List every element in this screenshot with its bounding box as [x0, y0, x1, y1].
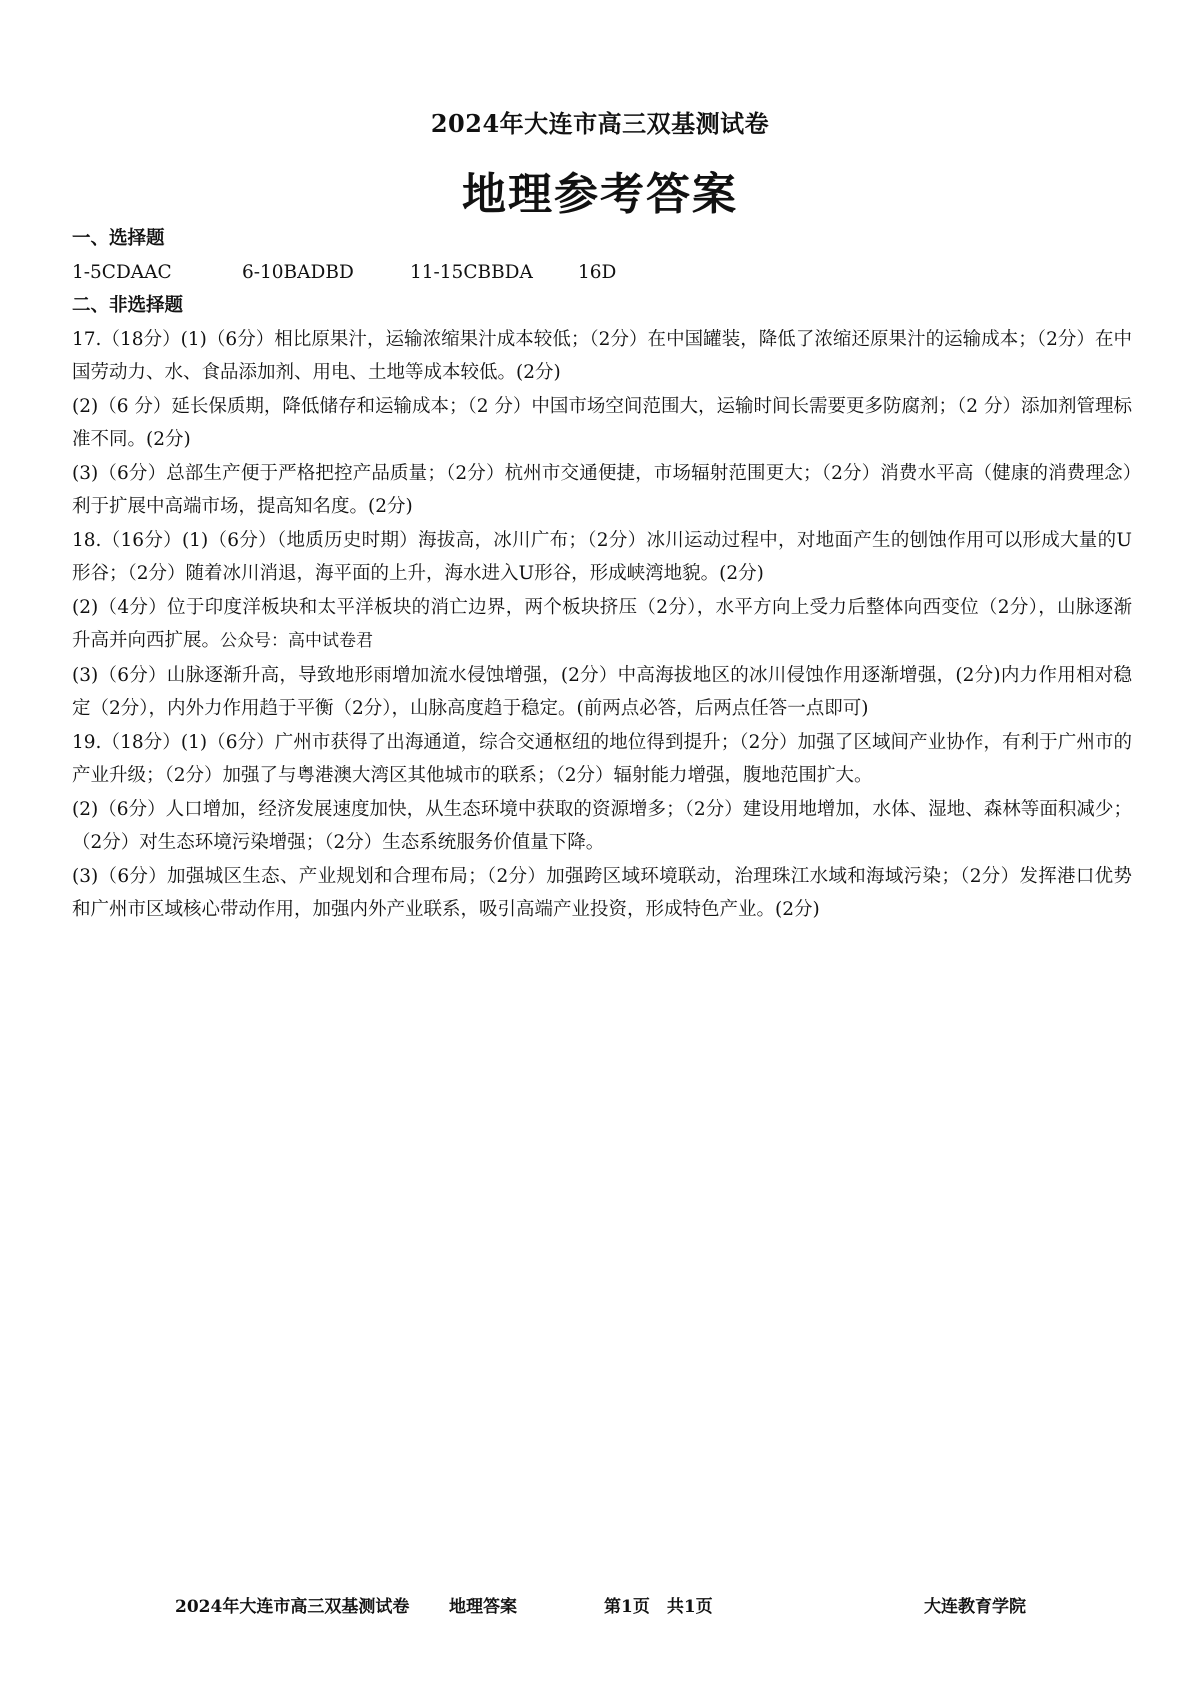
footer-exam-name: 2024年大连市高三双基测试卷 — [175, 1597, 410, 1617]
q17-part1: 17.（18分）(1)（6分）相比原果汁，运输浓缩果汁成本较低；（2分）在中国罐装，降低了浓缩还原果汁的运输成本；（2分）在中国劳动力、水、食品添加剂、用电、土地等成本较低。(2分) — [72, 328, 1132, 383]
answer-group-11-15: 11-15CBBDA — [410, 261, 533, 283]
page-title: 地理参考答案 — [462, 169, 738, 220]
answer-group-6-10: 6-10BADBD — [242, 261, 354, 283]
section-heading-nonchoice: 二、非选择题 — [72, 295, 184, 316]
q19-part3: (3)（6分）加强城区生态、产业规划和合理布局；（2分）加强跨区域环境联动，治理珠江水域和海域污染；（2分）发挥港口优势和广州市区域核心带动作用，加强内外产业联系，吸引高端产业投资，形成特色产业。(2分) — [72, 865, 1132, 920]
q18-part3: (3)（6分）山脉逐渐升高，导致地形雨增加流水侵蚀增强，(2分）中高海拔地区的冰川侵蚀作用逐渐增强，(2分)内力作用相对稳定（2分），内外力作用趋于平衡（2分），山脉高度趋于稳定。(前两点必答，后两点任答一点即可) — [72, 664, 1132, 719]
answer-group-1-5: 1-5CDAAC — [72, 261, 172, 283]
q18-part2 — [72, 591, 1132, 659]
choice-answers — [72, 256, 1132, 290]
page-footer — [0, 1592, 1200, 1622]
q19-part1: 19.（18分）(1)（6分）广州市获得了出海通道，综合交通枢纽的地位得到提升；（2分）加强了区域间产业协作，有利于广州市的产业升级；（2分）加强了与粤港澳大湾区其他城市的联系；（2分）辐射能力增强，腹地范围扩大。 — [72, 731, 1132, 786]
q17-part3: (3)（6分）总部生产便于严格把控产品质量；（2分）杭州市交通便捷，市场辐射范围更大；（2分）消费水平高（健康的消费理念）利于扩展中高端市场，提高知名度。(2分) — [72, 462, 1132, 517]
watermark-text: 公众号：高中试卷君 — [220, 631, 374, 651]
q18-part2-text: (2)（4分）位于印度洋板块和太平洋板块的消亡边界，两个板块挤压（2分），水平方向上受力后整体向西变位（2分），山脉逐渐升高并向西扩展。 — [72, 596, 1132, 651]
exam-title: 2024年大连市高三双基测试卷 — [430, 109, 770, 138]
q17-part2: (2)（6 分）延长保质期，降低储存和运输成本；（2 分）中国市场空间范围大，运输时间长需要更多防腐剂；（2 分）添加剂管理标准不同。(2分) — [72, 395, 1132, 450]
q19-part2: (2)（6分）人口增加，经济发展速度加快，从生态环境中获取的资源增多；（2分）建设用地增加，水体、湿地、森林等面积减少；（2分）对生态环境污染增强；（2分）生态系统服务价值量下降。 — [72, 798, 1132, 853]
section-heading-choice: 一、选择题 — [72, 228, 165, 249]
footer-subject: 地理答案 — [449, 1597, 517, 1617]
answer-content — [72, 222, 1132, 927]
footer-publisher: 大连教育学院 — [924, 1597, 1026, 1617]
footer-page-number: 第1页 共1页 — [604, 1597, 713, 1617]
answer-group-16: 16D — [578, 261, 617, 283]
q18-part1: 18.（16分）(1)（6分）（地质历史时期）海拔高，冰川广布；（2分）冰川运动过程中，对地面产生的刨蚀作用可以形成大量的U形谷；（2分）随着冰川消退，海平面的上升，海水进入U形谷，形成峡湾地貌。(2分) — [72, 529, 1132, 584]
